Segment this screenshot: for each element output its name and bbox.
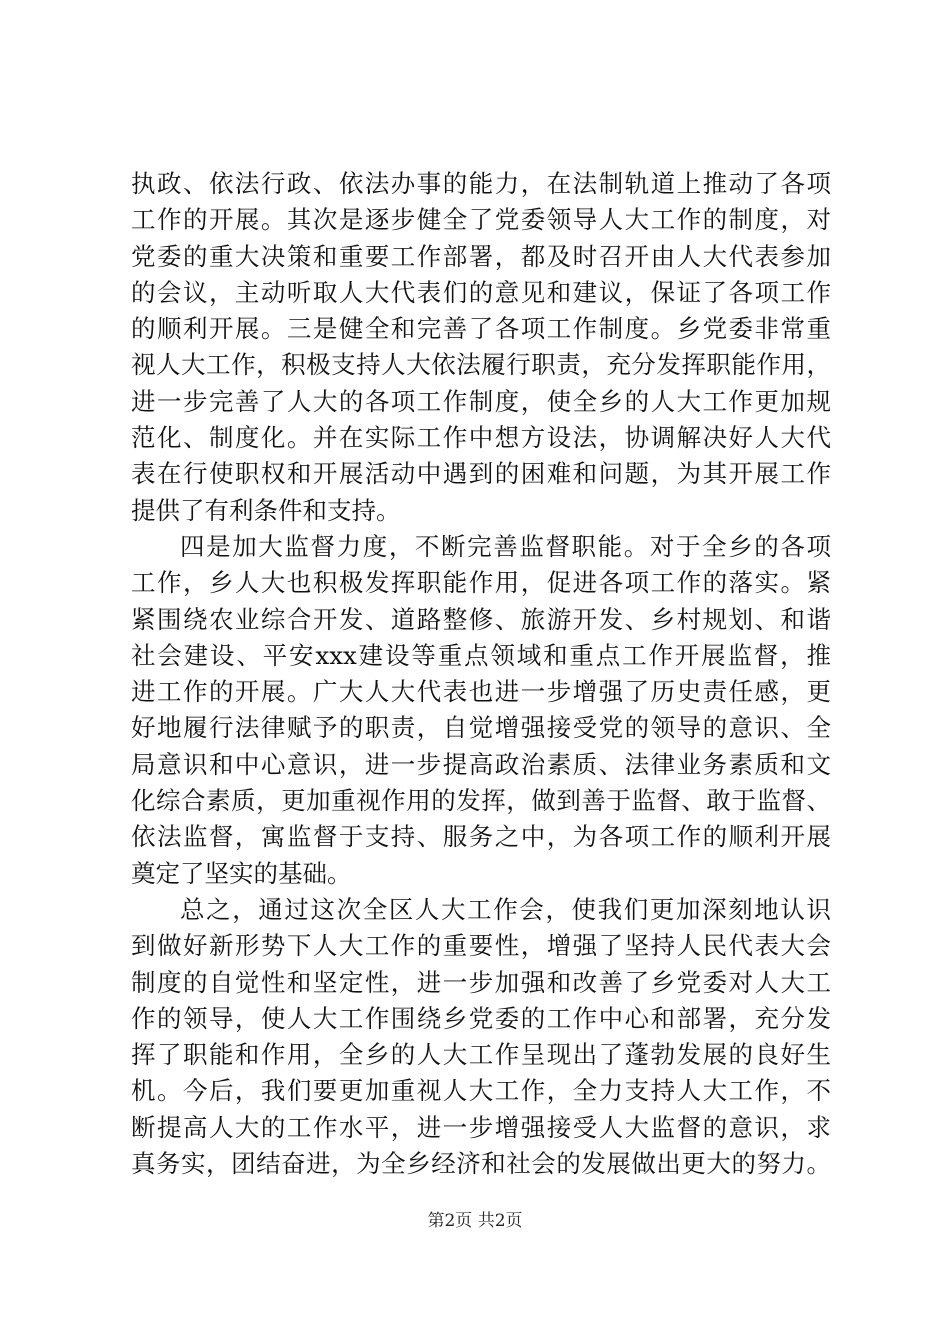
text-line: 范化、制度化。并在实际工作中想方设法，协调解决好人大代 — [131, 423, 831, 453]
text-line: 工作的开展。其次是逐步健全了党委领导人大工作的制度，对 — [131, 205, 831, 235]
text-line: 到做好新形势下人大工作的重要性，增强了坚持人民代表大会 — [131, 931, 831, 961]
text-line: 作的领导，使人大工作围绕乡党委的工作中心和部署，充分发 — [131, 1003, 831, 1033]
page-number-footer: 第2页 共2页 — [427, 1211, 523, 1231]
text-line: 总之，通过这次全区人大工作会，使我们更加深刻地认识 — [180, 894, 831, 924]
text-line: 进工作的开展。广大人大代表也进一步增强了历史责任感，更 — [131, 677, 831, 707]
text-line: 党委的重大决策和重要工作部署，都及时召开由人大代表参加 — [131, 241, 831, 271]
text-line: 局意识和中心意识，进一步提高政治素质、法律业务素质和文 — [131, 749, 831, 779]
text-line: 断提高人大的工作水平，进一步增强接受人大监督的意识，求 — [131, 1112, 831, 1142]
text-line: 挥了职能和作用，全乡的人大工作呈现出了蓬勃发展的良好生 — [131, 1040, 831, 1070]
text-line: 的顺利开展。三是健全和完善了各项工作制度。乡党委非常重 — [131, 314, 831, 344]
text-line: 四是加大监督力度，不断完善监督职能。对于全乡的各项 — [180, 531, 831, 561]
text-line: 机。今后，我们要更加重视人大工作，全力支持人大工作，不 — [131, 1076, 831, 1106]
text-line: 提供了有利条件和支持。 — [131, 495, 401, 525]
text-line: 真务实，团结奋进，为全乡经济和社会的发展做出更大的努力。 — [131, 1149, 831, 1179]
text-line: 进一步完善了人大的各项工作制度，使全乡的人大工作更加规 — [131, 386, 831, 416]
text-line: 化综合素质，更加重视作用的发挥，做到善于监督、敢于监督、 — [131, 786, 831, 816]
text-line: 执政、依法行政、依法办事的能力，在法制轨道上推动了各项 — [131, 169, 831, 198]
text-line: 奠定了坚实的基础。 — [131, 858, 352, 888]
text-line: 紧围绕农业综合开发、道路整修、旅游开发、乡村规划、和谐 — [131, 604, 831, 634]
text-line: 视人大工作，积极支持人大依法履行职责，充分发挥职能作用， — [131, 350, 831, 380]
text-line: 依法监督，寓监督于支持、服务之中，为各项工作的顺利开展 — [131, 822, 831, 852]
text-line: 制度的自觉性和坚定性，进一步加强和改善了乡党委对人大工 — [131, 967, 831, 997]
text-line: 社会建设、平安xxx建设等重点领域和重点工作开展监督，推 — [131, 640, 831, 670]
text-line: 表在行使职权和开展活动中遇到的困难和问题，为其开展工作 — [131, 459, 831, 489]
text-line: 工作，乡人大也积极发挥职能作用，促进各项工作的落实。紧 — [131, 568, 831, 598]
document-body — [131, 166, 831, 1182]
text-line: 好地履行法律赋予的职责，自觉增强接受党的领导的意识、全 — [131, 713, 831, 743]
text-line: 的会议，主动听取人大代表们的意见和建议，保证了各项工作 — [131, 277, 831, 307]
